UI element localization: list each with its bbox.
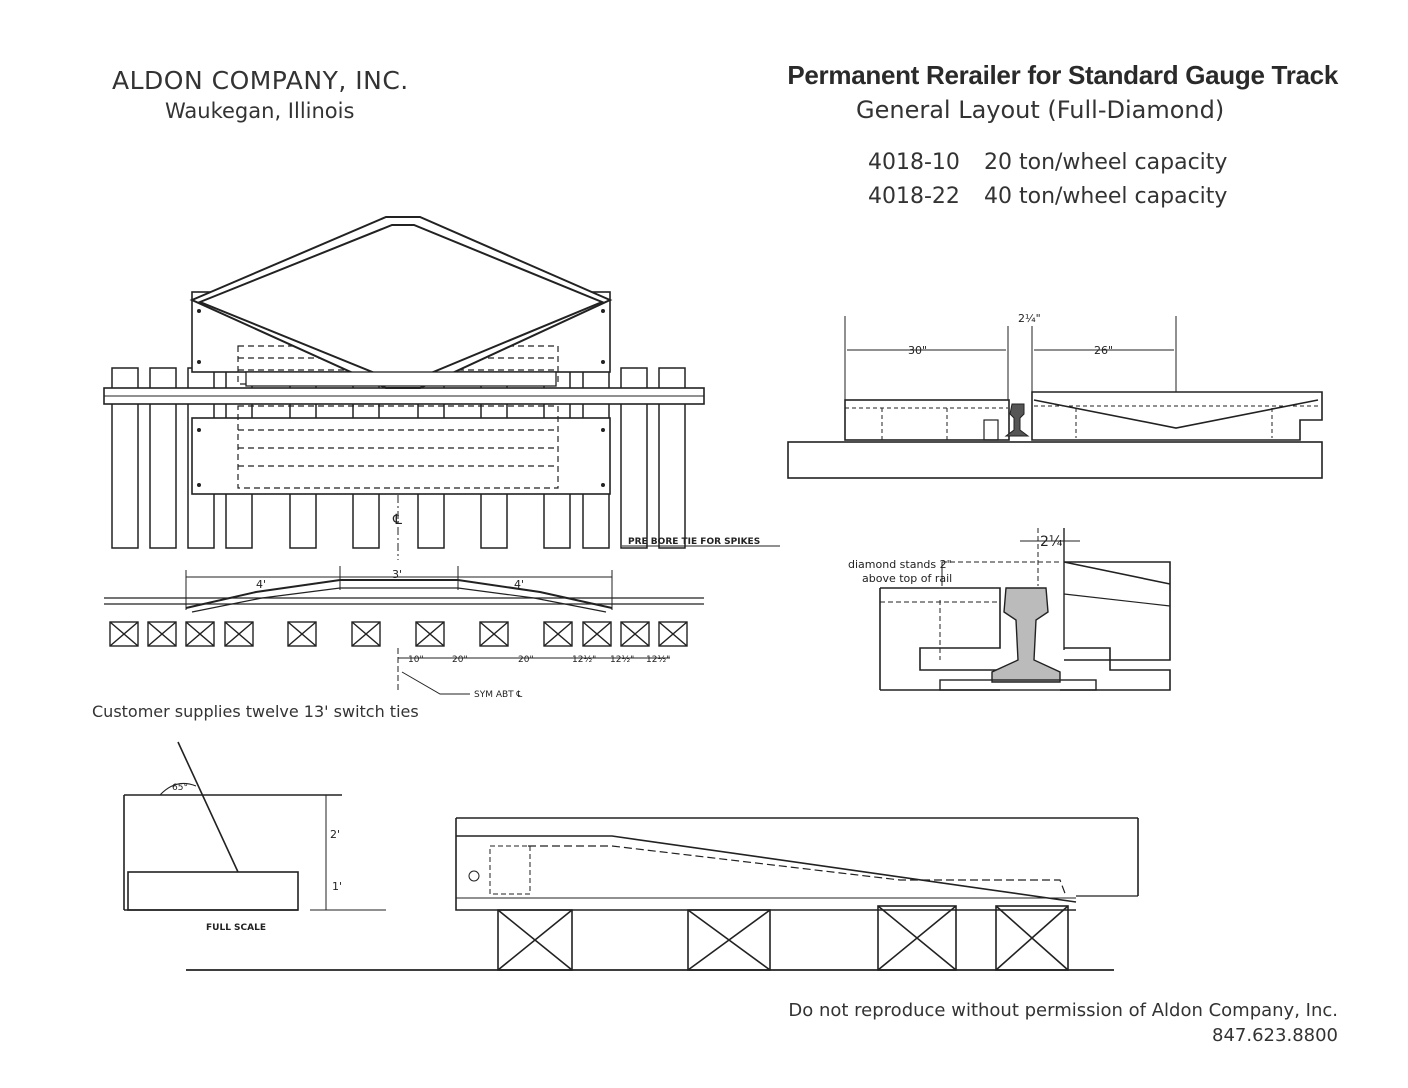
detail-note-2: above top of rail <box>862 572 953 585</box>
model-number: 4018-10 <box>868 150 960 175</box>
dim-gap-label: 2¼" <box>1018 312 1041 325</box>
page-subtitle: General Layout (Full-Diamond) <box>856 96 1225 124</box>
customer-note: Customer supplies twelve 13' switch ties <box>92 702 419 721</box>
dim-2ft: 2' <box>330 828 341 841</box>
dim-4ft-right: 4' <box>514 578 525 591</box>
dim-bottom: 20" <box>518 655 534 665</box>
prebore-note: PRE BORE TIE FOR SPIKES <box>628 537 761 547</box>
phone-number: 847.623.8800 <box>1212 1025 1338 1046</box>
detail-note-1: diamond stands 2" <box>848 558 952 571</box>
full-scale-note: FULL SCALE <box>206 923 266 933</box>
center-bar <box>246 372 556 386</box>
dim-3ft: 3' <box>392 568 403 581</box>
detail-gap-label: 2¼ <box>1040 534 1063 550</box>
side-elevation <box>186 818 1138 970</box>
copyright-notice: Do not reproduce without permission of Aldon Company, Inc. <box>788 1000 1338 1021</box>
dim-1ft: 1' <box>332 880 343 893</box>
end-detail <box>124 742 386 933</box>
dim-bottom: 12½" <box>646 655 671 665</box>
dim-4ft-left: 4' <box>256 578 267 591</box>
elevation-view <box>104 566 704 700</box>
rail-plan <box>104 388 704 404</box>
plan-view <box>104 217 780 560</box>
company-location: Waukegan, Illinois <box>165 99 355 123</box>
angle-label: 65° <box>172 783 188 793</box>
dim-bottom: 12½" <box>572 655 597 665</box>
dim-right-label: 26" <box>1094 344 1114 357</box>
model-number: 4018-22 <box>868 184 960 209</box>
section-view <box>788 312 1322 478</box>
rail-detail <box>848 528 1170 690</box>
ground-slab <box>788 442 1322 478</box>
centerline-label: ℄ <box>393 512 402 528</box>
model-capacity: 40 ton/wheel capacity <box>984 184 1228 209</box>
page-title: Permanent Rerailer for Standard Gauge Track <box>787 60 1338 90</box>
model-capacity: 20 ton/wheel capacity <box>984 150 1228 175</box>
dim-bottom: 12½" <box>610 655 635 665</box>
sym-note: SYM ABT ℄ <box>474 690 523 700</box>
dim-bottom: 20" <box>452 655 468 665</box>
dim-bottom: 10" <box>408 655 424 665</box>
company-name: ALDON COMPANY, INC. <box>112 66 409 95</box>
support-ties <box>498 906 1068 970</box>
dim-left-label: 30" <box>908 344 928 357</box>
tie-crosssection-row <box>110 622 687 646</box>
